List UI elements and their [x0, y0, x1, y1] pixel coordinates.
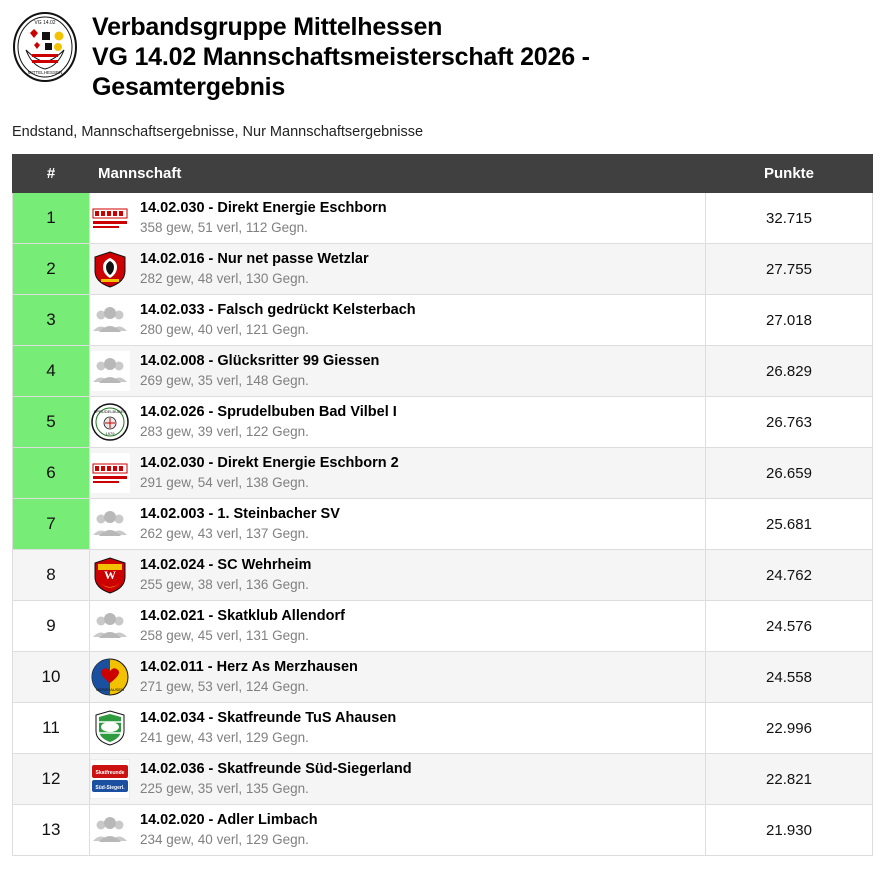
team-name: 14.02.003 - 1. Steinbacher SV [140, 506, 340, 522]
team-text [140, 200, 387, 236]
title-line-3: Gesamtergebnis [92, 73, 286, 101]
table-row[interactable] [13, 193, 873, 244]
title-line-2: VG 14.02 Mannschaftsmeisterschaft 2026 - [92, 43, 590, 71]
team-stats: 271 gew, 53 verl, 124 Gegn. [140, 679, 309, 694]
points-cell: 24.558 [706, 652, 873, 703]
logo-sprudelbuben-bad-vilbel-icon [90, 402, 130, 442]
points-cell: 27.755 [706, 244, 873, 295]
team-cell [90, 805, 706, 856]
team-name: 14.02.030 - Direkt Energie Eschborn [140, 200, 387, 216]
points-cell: 26.659 [706, 448, 873, 499]
team-cell-content [90, 759, 705, 799]
points-cell: 21.930 [706, 805, 873, 856]
svg-text:VG 14.02: VG 14.02 [34, 20, 56, 26]
table-row[interactable] [13, 703, 873, 754]
rank-cell: 11 [13, 703, 90, 754]
svg-text:SPRUDELBUBEN: SPRUDELBUBEN [93, 409, 127, 414]
points-cell: 26.829 [706, 346, 873, 397]
team-text [140, 557, 311, 593]
team-cell [90, 397, 706, 448]
team-stats: 255 gew, 38 verl, 136 Gegn. [140, 577, 309, 592]
table-row[interactable] [13, 601, 873, 652]
team-stats: 258 gew, 45 verl, 131 Gegn. [140, 628, 309, 643]
column-header-points: Punkte [706, 155, 873, 193]
svg-text:W: W [104, 568, 116, 582]
points-cell: 22.821 [706, 754, 873, 805]
team-stats: 358 gew, 51 verl, 112 Gegn. [140, 220, 308, 235]
team-cell-content [90, 504, 705, 544]
team-cell [90, 295, 706, 346]
team-cell [90, 193, 706, 244]
team-name: 14.02.034 - Skatfreunde TuS Ahausen [140, 710, 397, 726]
team-cell-content [90, 198, 705, 238]
team-stats: 234 gew, 40 verl, 129 Gegn. [140, 832, 309, 847]
svg-text:Skatfreunde: Skatfreunde [95, 770, 125, 776]
team-stats: 241 gew, 43 verl, 129 Gegn. [140, 730, 309, 745]
logo-placeholder-icon [90, 351, 130, 391]
table-row[interactable] [13, 244, 873, 295]
team-cell-content [90, 606, 705, 646]
logo-placeholder-icon [90, 810, 130, 850]
team-name: 14.02.026 - Sprudelbuben Bad Vilbel I [140, 404, 397, 420]
team-cell-content [90, 402, 705, 442]
team-cell [90, 244, 706, 295]
team-stats: 291 gew, 54 verl, 138 Gegn. [140, 475, 309, 490]
rank-cell: 5 [13, 397, 90, 448]
team-name: 14.02.036 - Skatfreunde Süd-Siegerland [140, 761, 412, 777]
team-cell [90, 499, 706, 550]
team-cell [90, 754, 706, 805]
team-cell-content [90, 300, 705, 340]
team-cell-content [90, 351, 705, 391]
logo-direkt-energie-eschborn-icon [90, 453, 130, 493]
points-cell: 27.018 [706, 295, 873, 346]
team-cell-content [90, 810, 705, 850]
column-header-rank: # [13, 155, 90, 193]
team-cell-content [90, 453, 705, 493]
team-cell [90, 550, 706, 601]
team-name: 14.02.008 - Glücksritter 99 Giessen [140, 353, 380, 369]
svg-text:MITTELHESSEN: MITTELHESSEN [27, 70, 63, 75]
page-title [92, 10, 590, 102]
logo-placeholder-icon [90, 504, 130, 544]
svg-text:1979: 1979 [105, 431, 115, 436]
logo-placeholder-icon [90, 606, 130, 646]
team-cell-content [90, 249, 705, 289]
team-cell-content [90, 555, 705, 595]
team-name: 14.02.016 - Nur net passe Wetzlar [140, 251, 369, 267]
table-header [13, 155, 873, 193]
team-name: 14.02.033 - Falsch gedrückt Kelsterbach [140, 302, 416, 318]
points-cell: 24.762 [706, 550, 873, 601]
team-text [140, 404, 397, 440]
points-cell: 22.996 [706, 703, 873, 754]
rank-cell: 7 [13, 499, 90, 550]
logo-skatfreunde-sued-siegerland-icon [90, 759, 130, 799]
standings-table [12, 154, 873, 856]
team-text [140, 812, 318, 848]
team-text [140, 455, 399, 491]
table-row[interactable] [13, 805, 873, 856]
team-cell [90, 448, 706, 499]
logo-skatfreunde-tus-ahausen-icon [90, 708, 130, 748]
rank-cell: 6 [13, 448, 90, 499]
team-text [140, 761, 412, 797]
rank-cell: 2 [13, 244, 90, 295]
logo-herz-as-merzhausen-icon [90, 657, 130, 697]
team-stats: 280 gew, 40 verl, 121 Gegn. [140, 322, 309, 337]
rank-cell: 12 [13, 754, 90, 805]
rank-cell: 3 [13, 295, 90, 346]
table-row[interactable] [13, 652, 873, 703]
logo-sc-wehrheim-icon [90, 555, 130, 595]
team-name: 14.02.021 - Skatklub Allendorf [140, 608, 345, 624]
team-text [140, 251, 369, 287]
team-text [140, 302, 416, 338]
column-header-team: Mannschaft [90, 155, 706, 193]
team-text [140, 353, 379, 389]
rank-cell: 4 [13, 346, 90, 397]
points-cell: 25.681 [706, 499, 873, 550]
rank-cell: 9 [13, 601, 90, 652]
logo-nur-net-passe-wetzlar-icon [90, 249, 130, 289]
svg-text:MERZHAUSEN: MERZHAUSEN [95, 687, 125, 692]
team-text [140, 506, 340, 542]
title-line-1: Verbandsgruppe Mittelhessen [92, 13, 443, 41]
points-cell: 24.576 [706, 601, 873, 652]
team-text [140, 659, 358, 695]
page-header [12, 10, 873, 102]
team-stats: 283 gew, 39 verl, 122 Gegn. [140, 424, 309, 439]
logo-placeholder-icon [90, 300, 130, 340]
table-body [13, 193, 873, 856]
rank-cell: 13 [13, 805, 90, 856]
page-subtitle: Endstand, Mannschaftsergebnisse, Nur Mannschaftsergebnisse [12, 124, 424, 140]
team-stats: 262 gew, 43 verl, 137 Gegn. [140, 526, 309, 541]
team-stats: 282 gew, 48 verl, 130 Gegn. [140, 271, 309, 286]
vg-mittelhessen-crest-icon [12, 12, 78, 82]
logo-direkt-energie-eschborn-icon [90, 198, 130, 238]
team-cell [90, 346, 706, 397]
team-text [140, 608, 345, 644]
table-row[interactable] [13, 499, 873, 550]
svg-text:Süd-Siegerl.: Süd-Siegerl. [95, 785, 125, 791]
table-row[interactable] [13, 550, 873, 601]
team-cell [90, 652, 706, 703]
team-stats: 225 gew, 35 verl, 135 Gegn. [140, 781, 309, 796]
team-name: 14.02.030 - Direkt Energie Eschborn 2 [140, 455, 399, 471]
team-cell-content [90, 708, 705, 748]
team-name: 14.02.020 - Adler Limbach [140, 812, 318, 828]
team-cell-content [90, 657, 705, 697]
team-name: 14.02.011 - Herz As Merzhausen [140, 659, 358, 675]
team-cell [90, 703, 706, 754]
table-row[interactable] [13, 448, 873, 499]
team-cell [90, 601, 706, 652]
team-stats: 269 gew, 35 verl, 148 Gegn. [140, 373, 309, 388]
table-row[interactable] [13, 346, 873, 397]
rank-cell: 8 [13, 550, 90, 601]
team-text [140, 710, 396, 746]
rank-cell: 10 [13, 652, 90, 703]
table-row[interactable] [13, 295, 873, 346]
points-cell: 26.763 [706, 397, 873, 448]
table-row[interactable] [13, 397, 873, 448]
rank-cell: 1 [13, 193, 90, 244]
team-name: 14.02.024 - SC Wehrheim [140, 557, 312, 573]
table-row[interactable] [13, 754, 873, 805]
points-cell: 32.715 [706, 193, 873, 244]
table-header-row [13, 155, 873, 193]
